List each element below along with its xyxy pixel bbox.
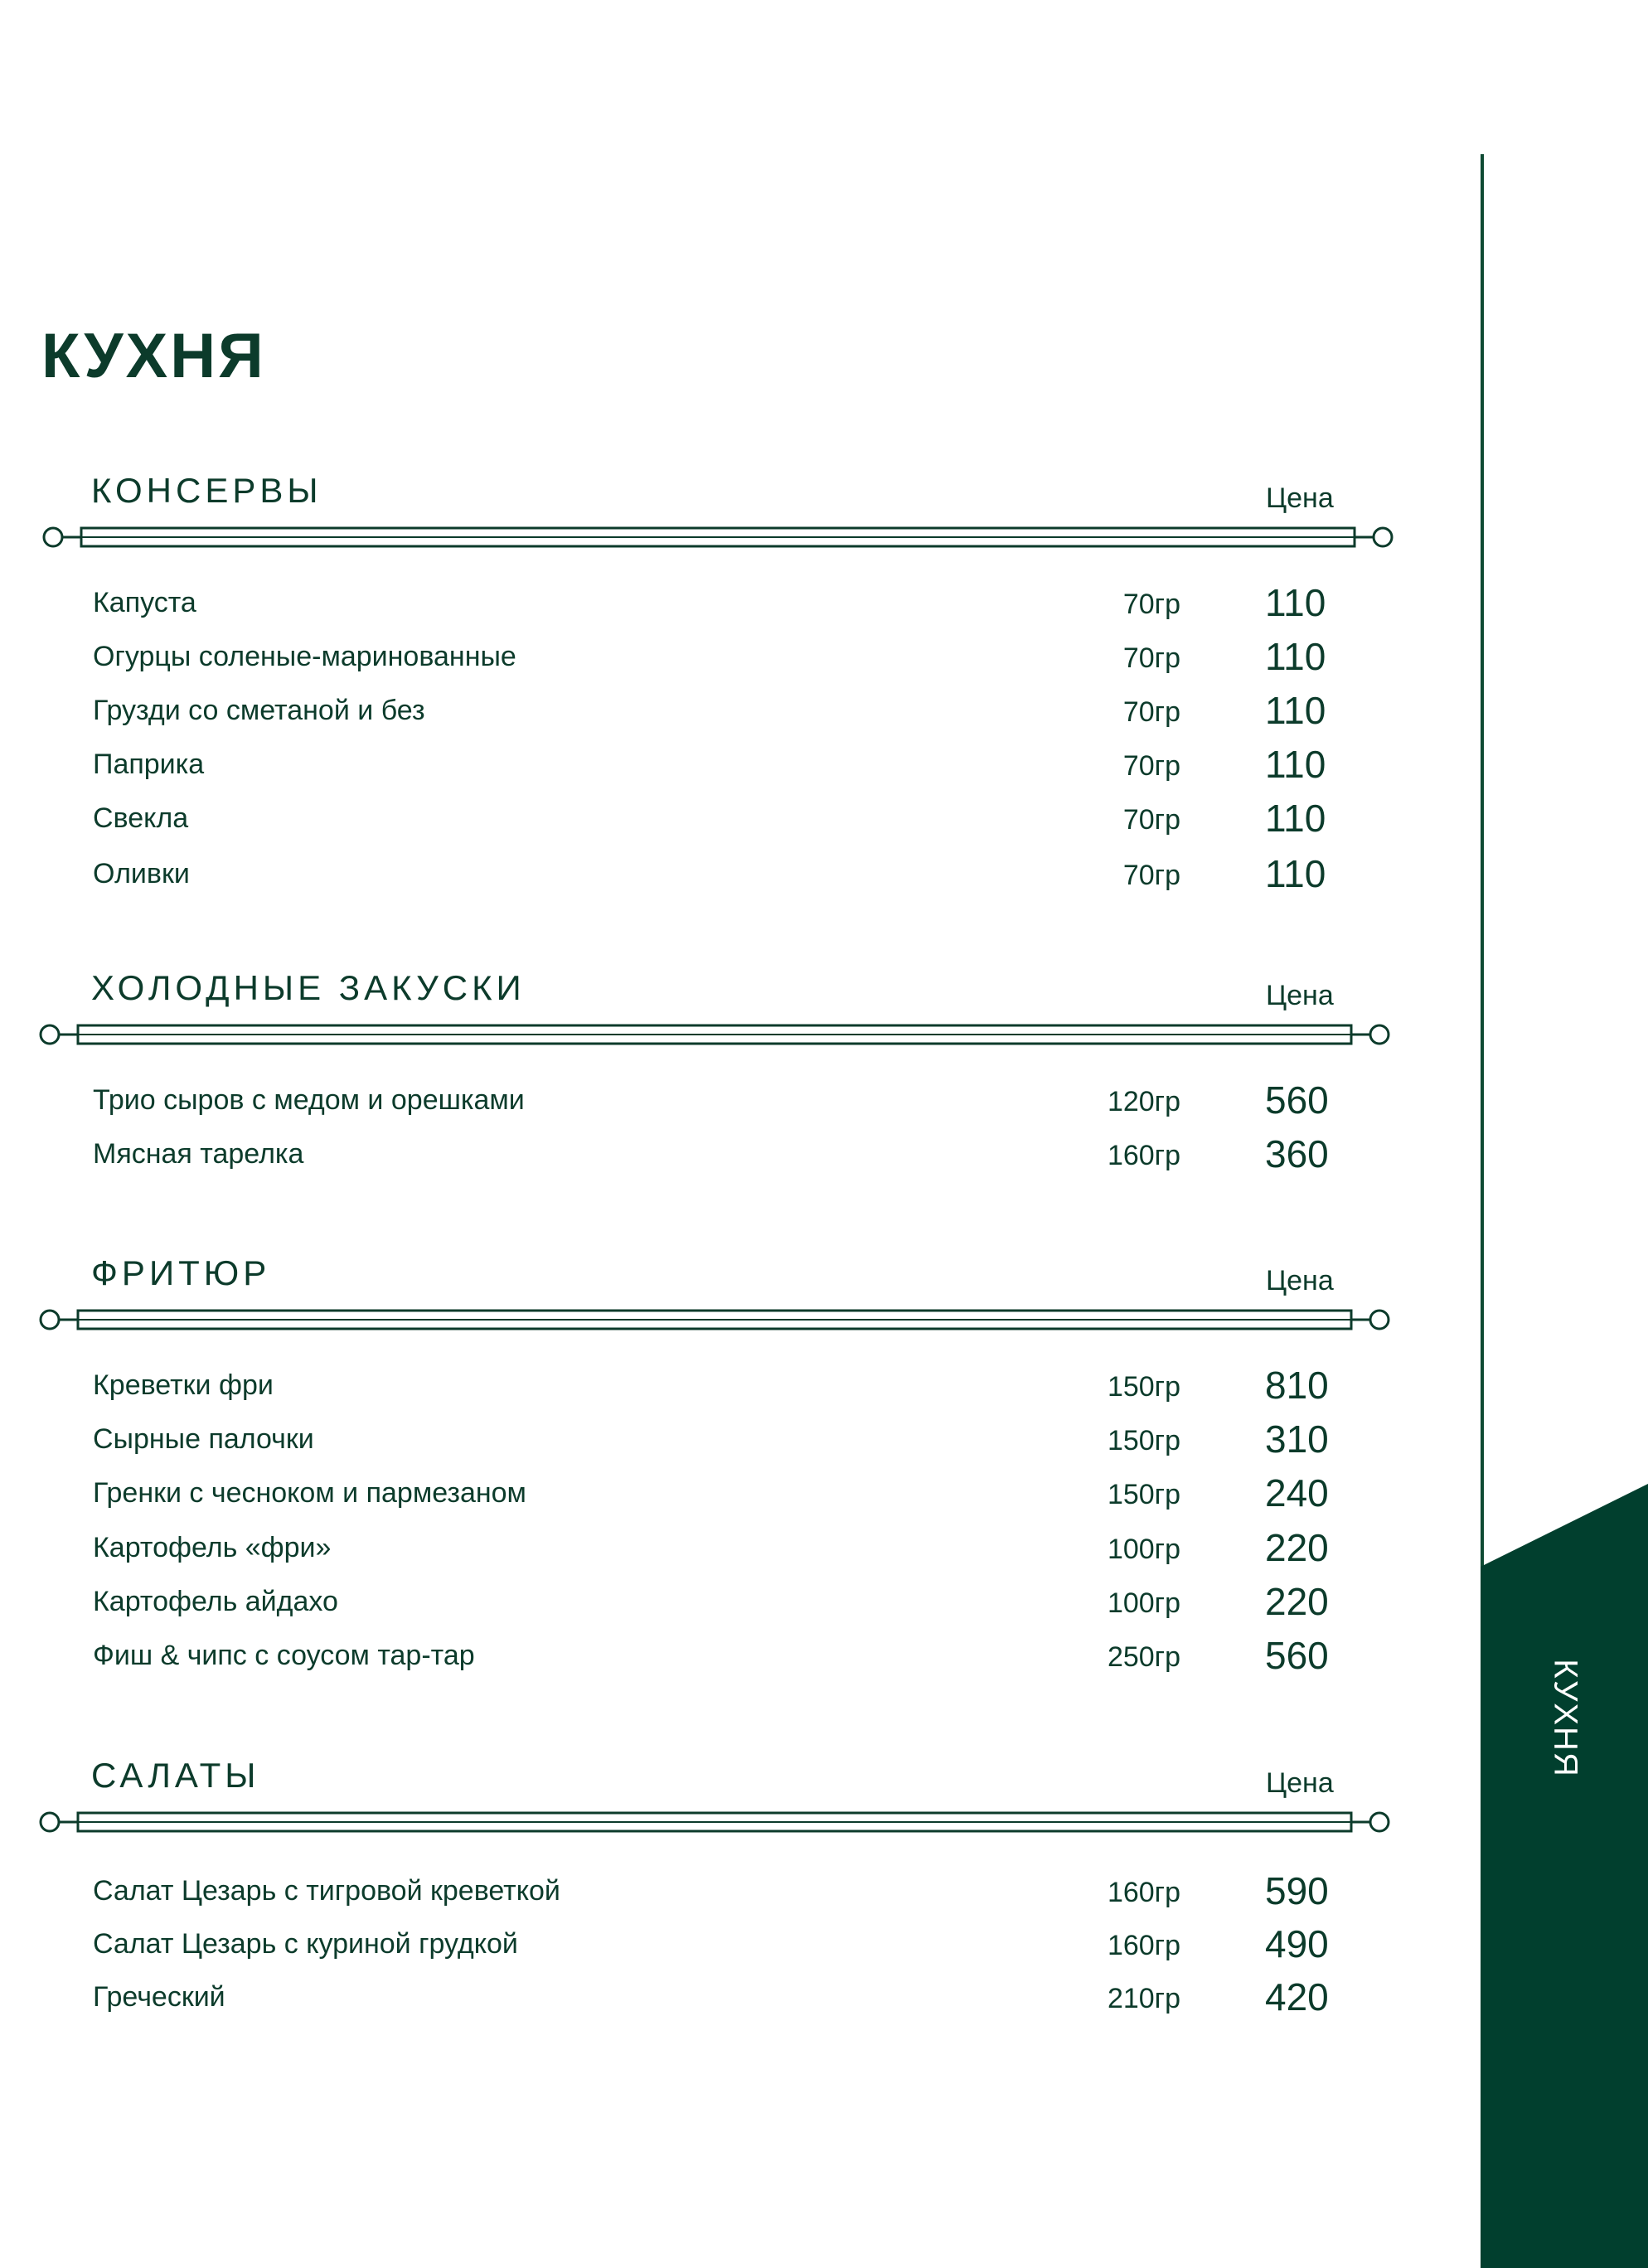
item-name: Огурцы соленые-маринованные	[93, 641, 516, 672]
section-frityur	[0, 1253, 1409, 1296]
item-name: Свекла	[93, 802, 189, 834]
item-price: 810	[1265, 1364, 1329, 1407]
item-price: 110	[1265, 635, 1326, 678]
item-price: 110	[1265, 689, 1326, 732]
item-name: Трио сыров с медом и орешками	[93, 1084, 525, 1116]
menu-item	[0, 1132, 1409, 1188]
menu-item	[0, 1526, 1409, 1582]
item-price: 110	[1265, 581, 1326, 624]
item-name: Салат Цезарь с тигровой креветкой	[93, 1875, 560, 1907]
item-name: Грузди со сметаной и без	[93, 695, 425, 726]
section-title: ХОЛОДНЫЕ ЗАКУСКИ	[91, 968, 526, 1007]
menu-item	[0, 797, 1409, 852]
menu-item	[0, 743, 1409, 798]
side-tab-label: КУХНЯ	[1547, 1659, 1584, 1778]
menu-item	[0, 1869, 1409, 1925]
item-name: Картофель «фри»	[93, 1532, 332, 1563]
item-price: 560	[1265, 1634, 1329, 1677]
menu-item	[0, 689, 1409, 744]
menu-item	[0, 1975, 1409, 2031]
item-name: Капуста	[93, 587, 196, 618]
side-tab-panel	[1481, 1484, 1648, 2268]
item-price: 110	[1265, 852, 1326, 895]
menu-item	[0, 635, 1409, 691]
section-divider	[38, 1020, 1398, 1049]
menu-item	[0, 1471, 1409, 1527]
item-weight: 70гр	[1122, 804, 1180, 836]
item-price: 590	[1265, 1869, 1329, 1912]
item-weight: 100гр	[1107, 1534, 1180, 1565]
menu-item	[0, 852, 1409, 908]
section-divider	[38, 522, 1398, 552]
item-price: 240	[1265, 1471, 1329, 1514]
item-weight: 70гр	[1122, 750, 1180, 782]
page-title: КУХНЯ	[41, 321, 266, 391]
section-divider	[38, 1807, 1398, 1837]
item-price: 110	[1265, 743, 1326, 786]
item-name: Картофель айдахо	[93, 1586, 338, 1617]
item-weight: 70гр	[1122, 589, 1180, 620]
item-name: Паприка	[93, 749, 205, 780]
price-column-header: Цена	[1266, 980, 1334, 1011]
menu-item	[0, 1580, 1409, 1636]
item-weight: 100гр	[1107, 1587, 1180, 1619]
section-konservy	[0, 471, 1409, 514]
item-weight: 150гр	[1107, 1425, 1180, 1456]
item-price: 310	[1265, 1418, 1329, 1461]
menu-item	[0, 1634, 1409, 1689]
item-price: 490	[1265, 1922, 1329, 1965]
item-name: Креветки фри	[93, 1369, 274, 1401]
price-column-header: Цена	[1266, 1767, 1334, 1799]
item-weight: 70гр	[1122, 696, 1180, 728]
menu-item	[0, 1922, 1409, 1978]
section-title: КОНСЕРВЫ	[91, 471, 322, 510]
item-weight: 160гр	[1107, 1140, 1180, 1171]
item-name: Мясная тарелка	[93, 1138, 304, 1170]
item-name: Греческий	[93, 1981, 225, 2013]
item-price: 220	[1265, 1526, 1329, 1569]
item-name: Сырные палочки	[93, 1423, 314, 1455]
item-weight: 210гр	[1107, 1983, 1180, 2014]
item-price: 560	[1265, 1078, 1329, 1122]
item-name: Гренки с чесноком и пармезаном	[93, 1477, 526, 1509]
item-price: 420	[1265, 1975, 1329, 2018]
item-weight: 70гр	[1122, 642, 1180, 674]
section-kholodnye-zakuski	[0, 968, 1409, 1011]
menu-item	[0, 581, 1409, 637]
item-weight: 250гр	[1107, 1641, 1180, 1673]
item-price: 220	[1265, 1580, 1329, 1623]
item-weight: 150гр	[1107, 1479, 1180, 1510]
section-divider	[38, 1305, 1398, 1335]
item-name: Салат Цезарь с куриной грудкой	[93, 1928, 518, 1960]
price-column-header: Цена	[1266, 482, 1334, 514]
vertical-divider-line	[1481, 154, 1484, 1580]
item-weight: 70гр	[1122, 860, 1180, 891]
item-name: Оливки	[93, 858, 190, 889]
price-column-header: Цена	[1266, 1265, 1334, 1296]
item-price: 360	[1265, 1132, 1329, 1175]
section-salaty	[0, 1756, 1409, 1799]
section-title: ФРИТЮР	[91, 1253, 271, 1292]
section-title: САЛАТЫ	[91, 1756, 260, 1795]
item-name: Фиш & чипс с соусом тар-тар	[93, 1640, 475, 1671]
item-price: 110	[1265, 797, 1326, 840]
item-weight: 150гр	[1107, 1371, 1180, 1403]
item-weight: 160гр	[1107, 1930, 1180, 1961]
item-weight: 160гр	[1107, 1877, 1180, 1908]
menu-item	[0, 1364, 1409, 1419]
item-weight: 120гр	[1107, 1086, 1180, 1117]
menu-item	[0, 1078, 1409, 1134]
menu-item	[0, 1418, 1409, 1473]
